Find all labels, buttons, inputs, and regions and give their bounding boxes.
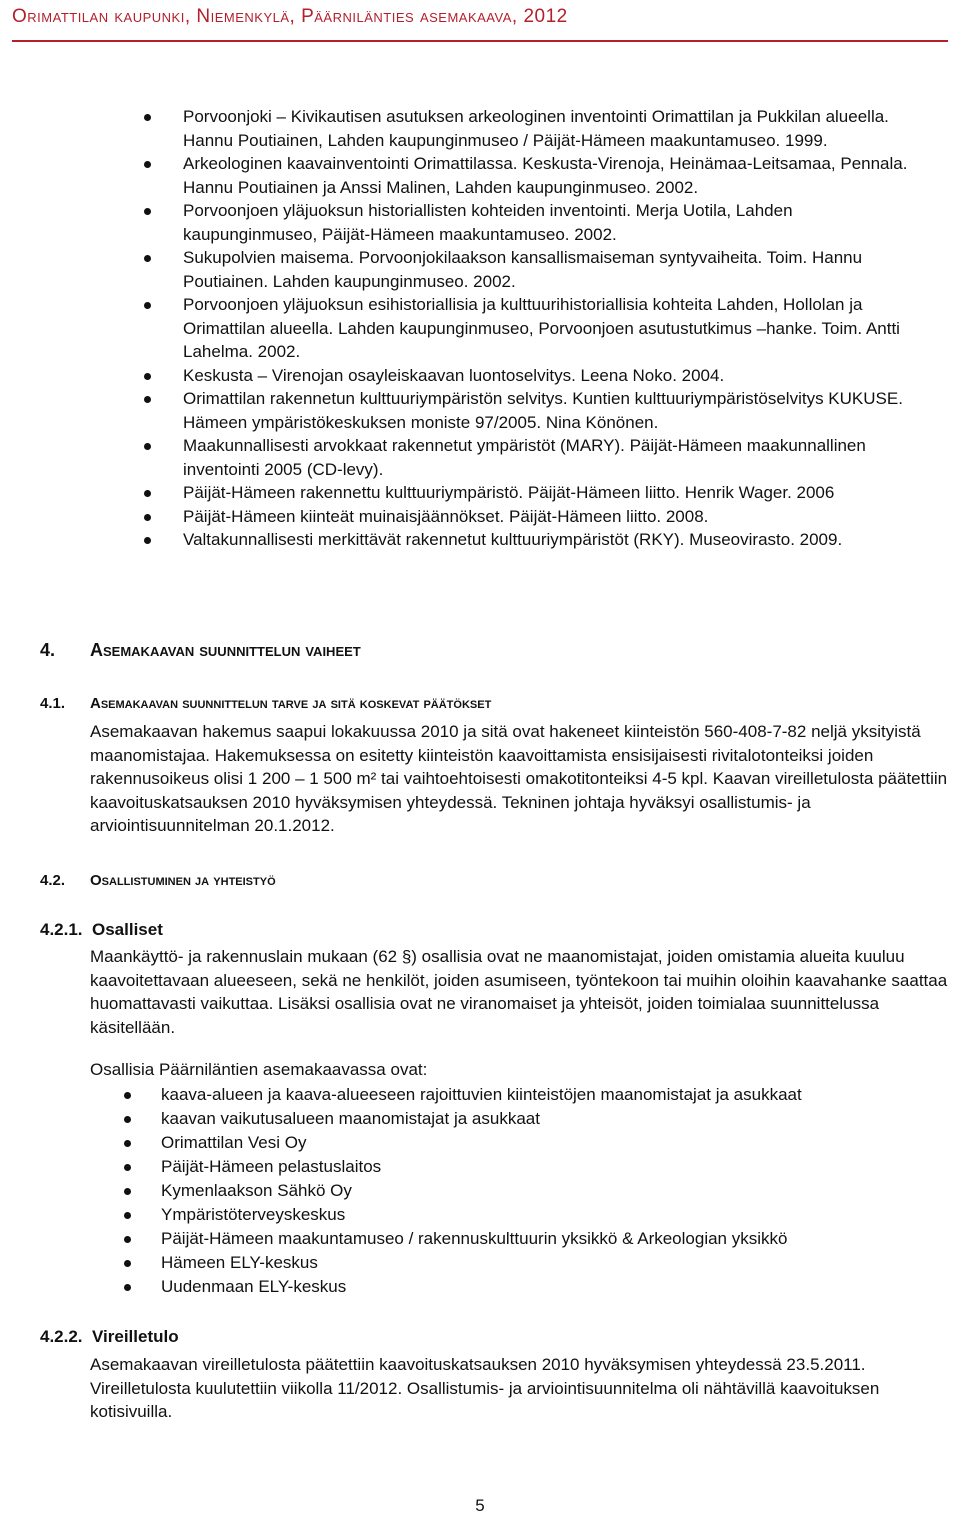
section-4-2-2-body: Asemakaavan vireilletulosta päätettiin kaavoituskatsauksen 2010 hyväksymisen yhteydessä 23.5.2011. Vireilletulosta kuulutettiin viikolla 11/2012. Osallistumis- ja arviointisuunnitelma oli nähtävillä kaavoituksen kotisivuilla. xyxy=(90,1355,880,1421)
participant-item: Ympäristöterveyskeskus xyxy=(0,1203,802,1227)
participant-item: Päijät-Hämeen pelastuslaitos xyxy=(0,1155,802,1179)
section-4-1-body: Asemakaavan hakemus saapui lokakuussa 2010 ja sitä ovat hakeneet kiinteistön 560-408-7-82 neljä yksityistä maanomistajaa. Hakemuksessa on esitetty kiinteistön kaavoittamista ensisijaisesti rivitalotonteiksi joiden rakennusoikeus olisi 1 200 – 1 500 m² tai vaihtoehtoisesti omakotitonteiksi 4-5 kpl. Kaavan vireilletulosta päätettiin kaavoituskatsauksen 2010 hyväksymisen yhteydessä. Tekninen johtaja hyväksyi osallistumis- ja arviointisuunnitelman 20.1.2012. xyxy=(90,722,948,835)
bullet-icon xyxy=(144,208,151,215)
bullet-icon xyxy=(124,1212,131,1219)
reference-item: Orimattilan rakennetun kulttuuriympäristön selvitys. Kuntien kulttuuriympäristöselvitys KUKUSE. Hämeen ympäristökeskuksen moniste 97/2005. Nina Könönen. xyxy=(0,387,913,434)
header-title: Orimattilan kaupunki, Niemenkylä, Päärnilänties asemakaava, 2012 xyxy=(12,6,568,27)
reference-item: Päijät-Hämeen rakennettu kulttuuriympäristö. Päijät-Hämeen liitto. Henrik Wager. 2006 xyxy=(0,481,913,505)
reference-item: Porvoonjoen yläjuoksun esihistoriallisia ja kulttuurihistoriallisia kohteita Lahden, Hollolan ja Orimattilan alueella. Lahden kaupunginmuseo, Porvoonjoen asutustutkimus –hanke. Toim. Antti Lahelma. 2002. xyxy=(0,293,913,364)
bullet-icon xyxy=(144,537,151,544)
participant-item: Hämeen ELY-keskus xyxy=(0,1251,802,1275)
bullet-icon xyxy=(144,514,151,521)
reference-item: Sukupolvien maisema. Porvoonjokilaakson kansallismaiseman syntyvaiheita. Toim. Hannu Poutiainen. Lahden kaupunginmuseo. 2002. xyxy=(0,246,913,293)
reference-list xyxy=(0,105,960,552)
page-number: 5 xyxy=(475,1496,485,1515)
bullet-icon xyxy=(144,490,151,497)
bullet-icon xyxy=(124,1236,131,1243)
section-4-2-1-heading: 4.2.1. Osalliset xyxy=(40,920,163,939)
participant-item: kaava-alueen ja kaava-alueeseen rajoittuvien kiinteistöjen maanomistajat ja asukkaat xyxy=(0,1083,802,1107)
reference-item: Päijät-Hämeen kiinteät muinaisjäännökset. Päijät-Hämeen liitto. 2008. xyxy=(0,505,913,529)
document-header xyxy=(12,4,948,42)
bullet-icon xyxy=(124,1260,131,1267)
bullet-icon xyxy=(124,1140,131,1147)
bullet-icon xyxy=(124,1284,131,1291)
section-4-1-heading: 4.1. Asemakaavan suunnittelun tarve ja sitä koskevat päätökset xyxy=(40,695,492,712)
reference-item: Keskusta – Virenojan osayleiskaavan luontoselvitys. Leena Noko. 2004. xyxy=(0,364,913,388)
bullet-icon xyxy=(144,302,151,309)
reference-item: Porvoonjoen yläjuoksun historiallisten kohteiden inventointi. Merja Uotila, Lahden kaupunginmuseo, Päijät-Hämeen maakuntamuseo. 2002. xyxy=(0,199,913,246)
participant-item: Uudenmaan ELY-keskus xyxy=(0,1275,802,1299)
participants-intro: Osallisia Päärniläntien asemakaavassa ovat: xyxy=(90,1060,428,1079)
bullet-icon xyxy=(144,114,151,121)
bullet-icon xyxy=(144,373,151,380)
reference-item: Porvoonjoki – Kivikautisen asutuksen arkeologinen inventointi Orimattilan ja Pukkilan alueella. Hannu Poutiainen, Lahden kaupunginmuseo / Päijät-Hämeen maakuntamuseo. 1999. xyxy=(0,105,913,152)
bullet-icon xyxy=(124,1116,131,1123)
bullet-icon xyxy=(124,1164,131,1171)
participant-item: Päijät-Hämeen maakuntamuseo / rakennuskulttuurin yksikkö & Arkeologian yksikkö xyxy=(0,1227,802,1251)
participant-item: Orimattilan Vesi Oy xyxy=(0,1131,802,1155)
section-4-2-1-body: Maankäyttö- ja rakennuslain mukaan (62 §) osallisia ovat ne maanomistajat, joiden omistamia alueita kuuluu kaavoitettavaan alueeseen, sekä ne henkilöt, joiden asumiseen, työntekoon tai muihin oloihin kaavahanke saattaa huomattavasti vaikuttaa. Lisäksi osallisia ovat ne viranomaiset ja yhteisöt, joiden toimialaa suunnittelussa käsitellään. xyxy=(90,947,948,1037)
reference-item: Arkeologinen kaavainventointi Orimattilassa. Keskusta-Virenoja, Heinämaa-Leitsamaa, Pennala. Hannu Poutiainen ja Anssi Malinen, Lahden kaupunginmuseo. 2002. xyxy=(0,152,913,199)
reference-item: Maakunnallisesti arvokkaat rakennetut ympäristöt (MARY). Päijät-Hämeen maakunnallinen inventointi 2005 (CD-levy). xyxy=(0,434,913,481)
section-4-2-heading: 4.2. Osallistuminen ja yhteistyö xyxy=(40,872,276,889)
section-4-2-2-heading: 4.2.2. Vireilletulo xyxy=(40,1327,179,1346)
bullet-icon xyxy=(144,443,151,450)
participants-list xyxy=(0,1083,802,1299)
participant-item: Kymenlaakson Sähkö Oy xyxy=(0,1179,802,1203)
bullet-icon xyxy=(144,396,151,403)
bullet-icon xyxy=(124,1188,131,1195)
participant-item: kaavan vaikutusalueen maanomistajat ja asukkaat xyxy=(0,1107,802,1131)
bullet-icon xyxy=(144,161,151,168)
section-4-heading: 4. Asemakaavan suunnittelun vaiheet xyxy=(40,640,361,660)
bullet-icon xyxy=(144,255,151,262)
reference-item: Valtakunnallisesti merkittävät rakennetut kulttuuriympäristöt (RKY). Museovirasto. 2009. xyxy=(0,528,913,552)
bullet-icon xyxy=(124,1092,131,1099)
